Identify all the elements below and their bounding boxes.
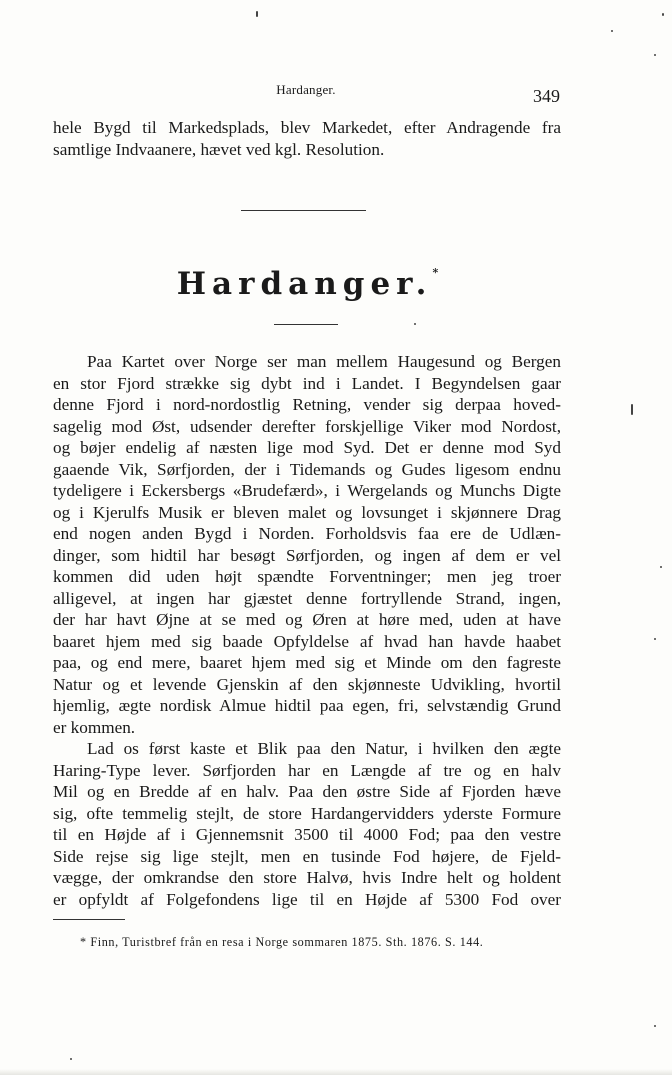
- footnote-marker: *: [80, 935, 87, 949]
- paragraph-line: Side rejse sig lige stejlt, men en tusinde Fod højere, de Fjeld-: [53, 846, 561, 866]
- paragraph-line: en stor Fjord strække sig dybt ind i Landet. I Begyndelsen gaar: [53, 373, 561, 393]
- scan-speck: [414, 323, 416, 325]
- paragraph-line: denne Fjord i nord-nordostlig Retning, vender sig derpaa hoved-: [53, 395, 561, 414]
- paragraph-line: er opfyldt af Folgefondens lige til en Højde af 5300 Fod over: [53, 889, 561, 909]
- footnote: [80, 933, 561, 951]
- page-number: 349: [533, 86, 560, 106]
- footnote-text: Finn, Turistbref från en resa i Norge sommaren 1875. Sth. 1876. S. 144.: [90, 935, 484, 949]
- paragraph-line: sig, ofte temmelig stejlt, de store Hardangervidders yderste Formure: [53, 803, 561, 823]
- scan-speck: [654, 54, 656, 56]
- paragraph-line: til en Højde af i Gjennemsnit 3500 til 4000 Fod; paa den vestre: [53, 825, 561, 844]
- carryover-line: samtlige Indvaanere, hævet ved kgl. Resolution.: [53, 140, 385, 159]
- scan-speck: [654, 1025, 656, 1027]
- scan-speck: [654, 638, 656, 640]
- paragraph-line: sagelig mod Øst, udsender derefter forskjellige Viker mod Nordost,: [53, 416, 561, 436]
- article-title-text: Hardanger.: [176, 266, 433, 302]
- paragraph-line: paa, og end mere, baaret hjem med sig et Minde om den fagreste: [53, 653, 561, 672]
- paragraph-line: baaret hjem med sig baade Opfyldelse af hvad han havde haabet: [53, 631, 561, 651]
- scan-speck: [611, 30, 613, 32]
- paragraph-line: Lad os først kaste et Blik paa den Natur, i hvilken den ægte: [87, 739, 561, 758]
- paragraph-line: er kommen.: [53, 717, 136, 737]
- scan-speck: [631, 404, 633, 415]
- article-title: [0, 266, 615, 302]
- paragraph-line: og i Kjerulfs Musik er bleven malet og lovsunget i skjønnere Drag: [53, 502, 561, 522]
- paragraph-line: gaaende Vik, Sørfjorden, der i Tidemands og Gudes ligesom endnu: [53, 459, 561, 479]
- paragraph-line: der har havt Øjne at se med og Øren at høre med, uden at have: [53, 610, 561, 629]
- paragraph-line: Mil og en Bredde af en halv. Paa den østre Side af Fjorden hæve: [53, 782, 561, 801]
- page-bottom-edge: [0, 1069, 672, 1075]
- carryover-line: hele Bygd til Markedsplads, blev Markedet, efter Andragende fra: [53, 118, 561, 137]
- paragraph-line: end nogen anden Bygd i Norden. Forholdsvis faa ere de Udlæn-: [53, 524, 561, 543]
- paragraph-line: Paa Kartet over Norge ser man mellem Haugesund og Bergen: [87, 352, 561, 371]
- footnote-marker: *: [432, 266, 439, 279]
- running-head: Hardanger.: [276, 82, 336, 97]
- paragraph-line: tydeligere i Eckersbergs «Brudefærd», i Wergelands og Munchs Digte: [53, 481, 561, 500]
- footnote-rule: [53, 919, 125, 920]
- paragraph-line: og bøjer endelig af næsten lige mod Syd. Det er denne mod Syd: [53, 438, 561, 457]
- paragraph-line: hjemlig, ægte nordisk Almue hidtil paa egen, fri, selvstændig Grund: [53, 696, 561, 715]
- paragraph-line: dinger, som hidtil har besøgt Sørfjorden, og ingen af dem er vel: [53, 545, 561, 565]
- paragraph-line: Natur og et levende Gjenskin af den skjønneste Udvikling, hvortil: [53, 674, 561, 694]
- section-divider: [241, 210, 366, 211]
- scan-speck: [660, 566, 662, 568]
- scan-speck: [662, 13, 664, 16]
- title-rule: [274, 324, 338, 325]
- paragraph-line: vægge, der omkrandse den store Halvø, hvis Indre helt og holdent: [53, 868, 561, 887]
- scan-speck: [256, 11, 258, 17]
- paragraph-line: kommen did uden højt spændte Forventninger; men jeg troer: [53, 567, 561, 586]
- paragraph-line: alligevel, at ingen har gjæstet denne fortryllende Strand, ingen,: [53, 588, 561, 608]
- paragraph-line: Haring-Type lever. Sørfjorden har en Længde af tre og en halv: [53, 760, 561, 780]
- scan-speck: [70, 1058, 72, 1060]
